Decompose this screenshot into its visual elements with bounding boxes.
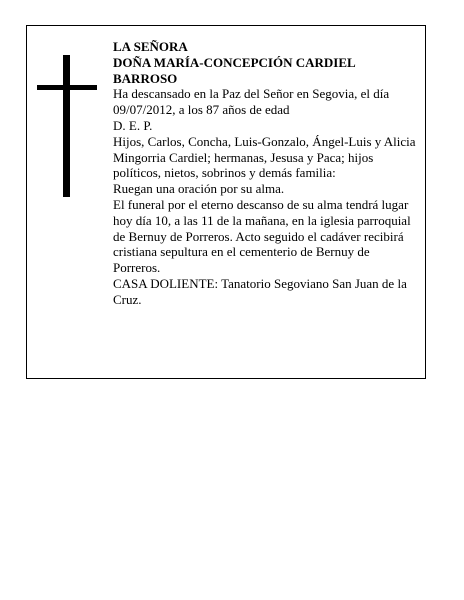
- funeral-details: El funeral por el eterno descanso de su alma tendrá lugar hoy día 10, a las 11 de la mañana, en la iglesia parroquial de Bernuy de Porreros. Acto seguido el cadáver recibirá cristiana sepultura en el cementerio de Bernuy de Porreros.: [113, 196, 411, 276]
- notice-heading: LA SEÑORA: [113, 39, 188, 54]
- obituary-text: [113, 39, 417, 308]
- deceased-name: DOÑA MARÍA-CONCEPCIÓN CARDIEL BARROSO: [113, 54, 355, 86]
- dep-line: D. E. P.: [113, 117, 153, 133]
- family-list: Hijos, Carlos, Concha, Luis-Gonzalo, Ángel-Luis y Alicia Mingorria Cardiel; hermanas, Jesusa y Paca; hijos políticos, nietos, sobrinos y demás familia:: [113, 133, 416, 181]
- rest-announcement: Ha descansado en la Paz del Señor en Segovia, el día 09/07/2012, a los 87 años de edad: [113, 86, 390, 118]
- cross-horizontal-bar: [37, 85, 97, 90]
- cross-icon: [37, 55, 97, 197]
- casa-doliente: CASA DOLIENTE: Tanatorio Segoviano San Juan de la Cruz.: [113, 275, 407, 307]
- cross-vertical-bar: [63, 55, 70, 197]
- prayer-request: Ruegan una oración por su alma.: [113, 181, 285, 197]
